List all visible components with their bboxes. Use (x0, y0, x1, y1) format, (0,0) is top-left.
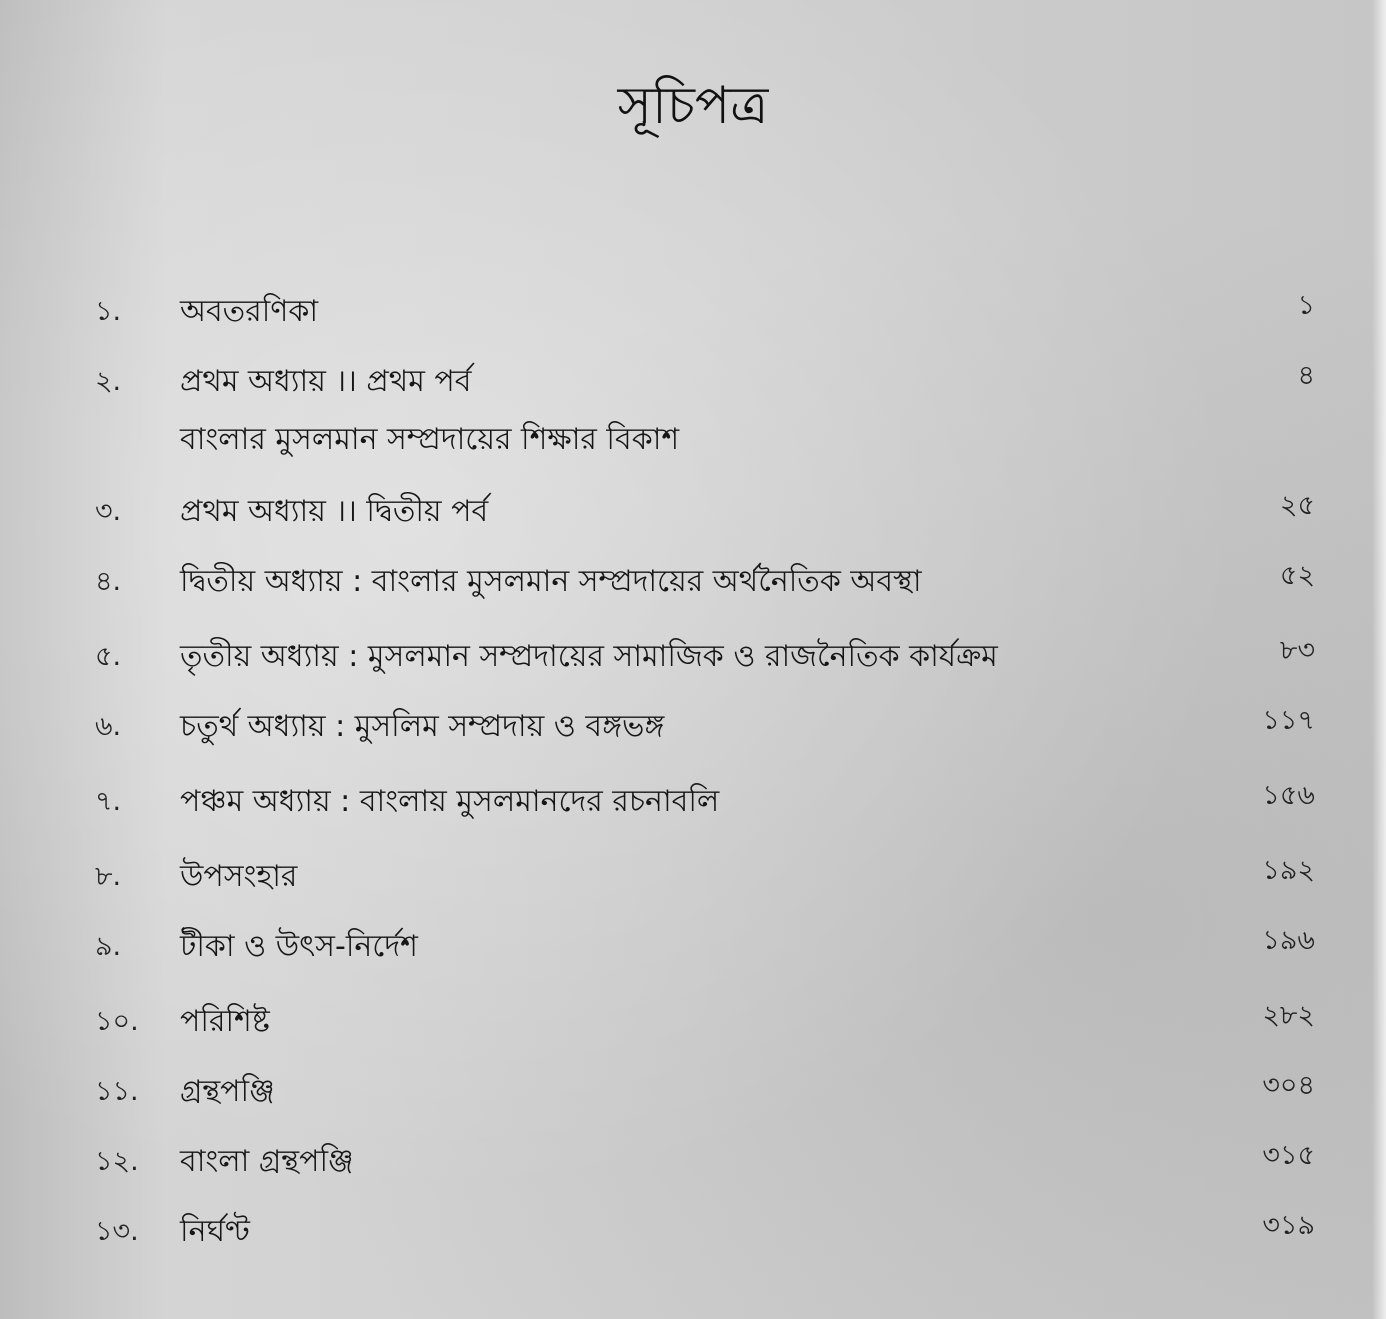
entry-number: ১৩. (95, 1216, 139, 1247)
entry-page-number: ৪ (1297, 360, 1315, 391)
entry-number: ৮. (95, 861, 122, 892)
entry-title: নির্ঘণ্ট (180, 1214, 250, 1249)
entry-titles (180, 492, 1190, 532)
entry-titles (180, 292, 1190, 332)
entry-titles (180, 927, 1190, 967)
entry-title: দ্বিতীয় অধ্যায় : বাংলার মুসলমান সম্প্রদায়ের অর্থনৈতিক অবস্থা (180, 564, 922, 599)
entry-page-number: ২৫ (1279, 490, 1315, 521)
entry-page-number: ৩১৯ (1262, 1210, 1315, 1241)
entry-page-number: ৮৩ (1279, 635, 1315, 666)
entry-titles (180, 782, 1190, 822)
entry-page-number: ৩১৫ (1262, 1140, 1315, 1171)
entry-titles (180, 1142, 1190, 1182)
scan-edge (1372, 0, 1386, 1319)
entry-titles (180, 637, 1190, 677)
entry-title: প্রথম অধ্যায় ।। প্রথম পর্ব (180, 364, 472, 399)
entry-titles (180, 1072, 1190, 1112)
entry-subtitle: বাংলার মুসলমান সম্প্রদায়ের শিক্ষার বিকাশ (180, 422, 680, 457)
entry-title: টীকা ও উৎস-নির্দেশ (180, 929, 418, 964)
entry-titles (180, 562, 1190, 602)
entry-title: পঞ্চম অধ্যায় : বাংলায় মুসলমানদের রচনাবলি (180, 784, 720, 819)
entry-titles (180, 1212, 1190, 1252)
entry-number: ৩. (95, 496, 122, 527)
entry-title: গ্রন্থপঞ্জি (180, 1074, 275, 1109)
entry-page-number: ১৫৬ (1262, 780, 1315, 811)
entry-titles (180, 707, 1190, 747)
entry-page-number: ১৯২ (1262, 855, 1315, 886)
entry-number: ১১. (95, 1076, 139, 1107)
entry-number: ৯. (95, 931, 122, 962)
entry-titles (180, 362, 1190, 460)
entry-page-number: ৩০৪ (1262, 1070, 1315, 1101)
entry-titles (180, 857, 1190, 897)
entry-title: উপসংহার (180, 859, 298, 894)
entry-title: তৃতীয় অধ্যায় : মুসলমান সম্প্রদায়ের সামাজিক ও রাজনৈতিক কার্যক্রম (180, 639, 998, 674)
entry-number: ১২. (95, 1146, 139, 1177)
entry-number: ৫. (95, 641, 122, 672)
entry-page-number: ১ (1297, 290, 1315, 321)
entry-title: চতুর্থ অধ্যায় : মুসলিম সম্প্রদায় ও বঙ্গভঙ্গ (180, 709, 665, 744)
entry-title: পরিশিষ্ট (180, 1004, 270, 1039)
entry-number: ৬. (95, 711, 122, 742)
entry-page-number: ১১৭ (1262, 705, 1315, 736)
entry-title: প্রথম অধ্যায় ।। দ্বিতীয় পর্ব (180, 494, 489, 529)
entry-title: অবতরণিকা (180, 294, 319, 329)
entry-number: ২. (95, 366, 122, 397)
entry-titles (180, 1002, 1190, 1042)
entry-page-number: ৫২ (1279, 560, 1315, 591)
entry-number: ১০. (95, 1006, 139, 1037)
entry-page-number: ২৮২ (1262, 1000, 1315, 1031)
entry-number: ৭. (95, 786, 122, 817)
entry-page-number: ১৯৬ (1262, 925, 1315, 956)
entry-number: ৪. (95, 566, 122, 597)
page-title: সূচিপত্র (617, 76, 769, 136)
entry-title: বাংলা গ্রন্থপঞ্জি (180, 1144, 354, 1179)
entry-number: ১. (95, 296, 122, 327)
